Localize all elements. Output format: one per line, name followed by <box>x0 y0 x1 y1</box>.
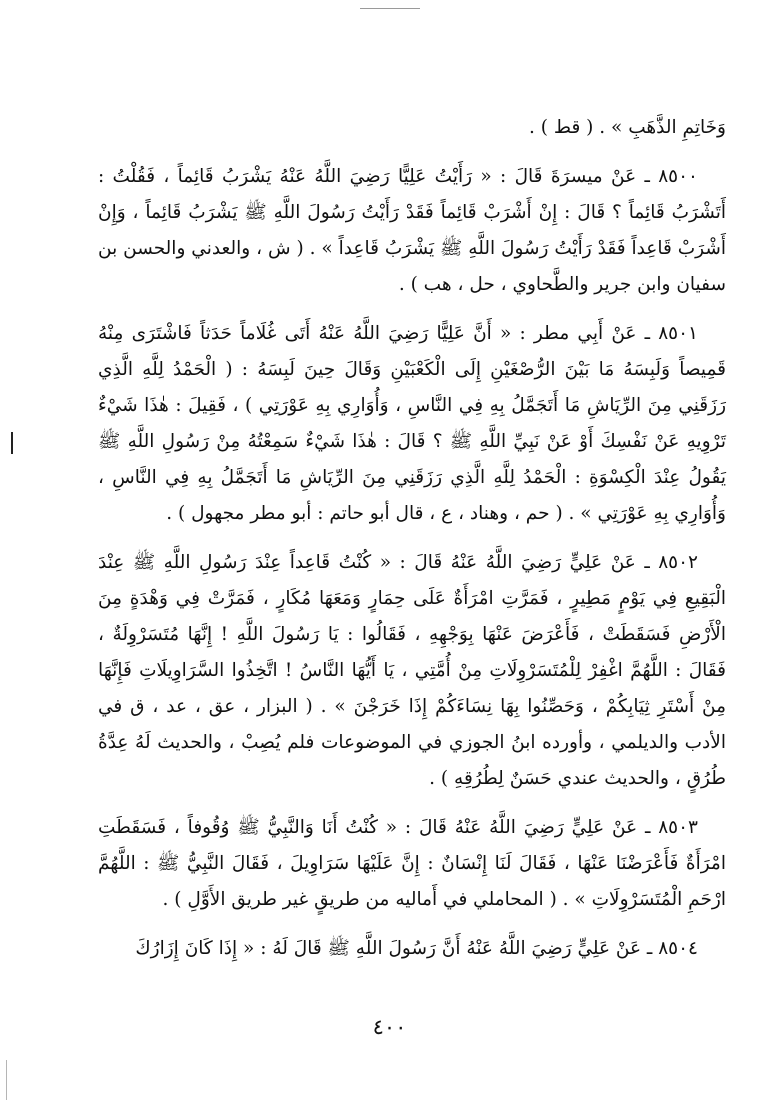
hadith-8501: ٨٥٠١ ـ عَنْ أَبِي مطر : « أَنَّ عَلِيًّا رَضِيَ اللَّهُ عَنْهُ أَتَى غُلَاماً حَدَثاً فَاشْتَرَى مِنْهُ قَمِيصاً وَلَبِسَهُ مَا بَيْنَ الرُّصْغَيْنِ إِلَى الْكَعْبَيْنِ وَقَالَ حِينَ لَبِسَهُ : ( الْحَمْدُ لِلَّهِ الَّذِي رَزَقَنِي مِنَ الرِّيَاشِ مَا أَتَجَمَّلُ بِهِ فِي النَّاسِ ، وَأُوَارِي بِهِ عَوْرَتِي ) ، فَقِيلَ : هٰذَا شَيْءٌ تَرْوِيهِ عَنْ نَفْسِكَ أَوْ عَنْ نَبِيِّ اللَّهِ ﷺ ؟ قَالَ : هٰذَا شَيْءٌ سَمِعْتُهُ مِنْ رَسُولِ اللَّهِ ﷺ يَقُولُ عِنْدَ الْكِسْوَةِ : الْحَمْدُ لِلَّهِ الَّذِي رَزَقَنِي مِنَ الرِّيَاشِ مَا أَتَجَمَّلُ بِهِ فِي النَّاسِ ، وَأُوَارِي بِهِ عَوْرَتِي » . ( حم ، وهناد ، ع ، قال أبو حاتم : أبو مطر مجهول ) . <box>98 323 726 524</box>
top-rule <box>360 8 420 9</box>
hadith-8503: ٨٥٠٣ ـ عَنْ عَلِيٍّ رَضِيَ اللَّهُ عَنْهُ قَالَ : « كُنْتُ أَنَا وَالنَّبِيُّ ﷺ وُقُوفاً ، فَسَقَطَتِ امْرَأَةٌ فَأَعْرَضْنَا عَنْهَا ، فَقَالَ لَنَا إِنْسَانٌ : إِنَّ عَلَيْهَا سَرَاوِيلَ ، فَقَالَ النَّبِيُّ ﷺ : اللَّهُمَّ ارْحَمِ الْمُتَسَرْوِلَاتِ » . ( المحاملي في أَماليه من طريقٍ غير طريق الأَوَّلِ ) . <box>98 817 726 910</box>
margin-mark <box>11 432 13 454</box>
hadith-8504: ٨٥٠٤ ـ عَنْ عَلِيٍّ رَضِيَ اللَّهُ عَنْهُ أَنَّ رَسُولَ اللَّهِ ﷺ قَالَ لَهُ : « إِذَا كَانَ إِزَارُكَ <box>135 938 698 959</box>
paragraph-continuation: وَخَاتِمِ الذَّهَبِ » . ( قط ) . <box>529 117 726 138</box>
page-number: ٤٠٠ <box>372 1015 407 1039</box>
hadith-8500: ٨٥٠٠ ـ عَنْ ميسرَةَ قَالَ : « رَأَيْتُ عَلِيًّا رَضِيَ اللَّهُ عَنْهُ يَشْرَبُ قَائِماً ، فَقُلْتُ : أَتَشْرَبُ قَائِماً ؟ قَالَ : إِنْ أَشْرَبْ قَائِماً فَقَدْ رَأَيْتُ رَسُولَ اللَّهِ ﷺ يَشْرَبُ قَائِماً ، وَإِنْ أَشْرَبْ قَاعِداً فَقَدْ رَأَيْتُ رَسُولَ اللَّهِ ﷺ يَشْرَبُ قَاعِداً » . ( ش ، والعدني والحسن بن سفيان وابن جرير والطَّحاوي ، حل ، هب ) . <box>98 166 726 295</box>
side-rule <box>6 1060 7 1100</box>
hadith-8502: ٨٥٠٢ ـ عَنْ عَلِيٍّ رَضِيَ اللَّهُ عَنْهُ قَالَ : « كُنْتُ قَاعِداً عِنْدَ رَسُولِ اللَّهِ ﷺ عِنْدَ الْبَقِيعِ فِي يَوْمٍ مَطِيرٍ ، فَمَرَّتِ امْرَأَةٌ عَلَى حِمَارٍ وَمَعَهَا مُكَارٍ ، فَمَرَّتْ فِي وَهْدَةٍ مِنَ الْأَرْضِ فَسَقَطَتْ ، فَأَعْرَضَ عَنْهَا بِوَجْهِهِ ، فَقَالُوا : يَا رَسُولَ اللَّهِ ! إِنَّهَا مُتَسَرْوِلَةٌ ، فَقَالَ : اللَّهُمَّ اغْفِرْ لِلْمُتَسَرْوِلَاتِ مِنْ أُمَّتِي ، يَا أَيُّهَا النَّاسُ ! اتَّخِذُوا السَّرَاوِيلَاتِ فَإِنَّهَا مِنْ أَسْتَرِ ثِيَابِكُمْ ، وَحَصِّنُوا بِهَا نِسَاءَكُمْ إِذَا خَرَجْنَ » . ( البزار ، عق ، عد ، ق في الأدب والديلمي ، وأورده ابنُ الجوزي في الموضوعات فلم يُصِبْ ، والحديث لَهُ عِدَّةُ طُرُقٍ ، والحديث عندي حَسَنٌ لِطُرُقِهِ ) . <box>98 552 726 789</box>
page-body <box>98 110 726 980</box>
